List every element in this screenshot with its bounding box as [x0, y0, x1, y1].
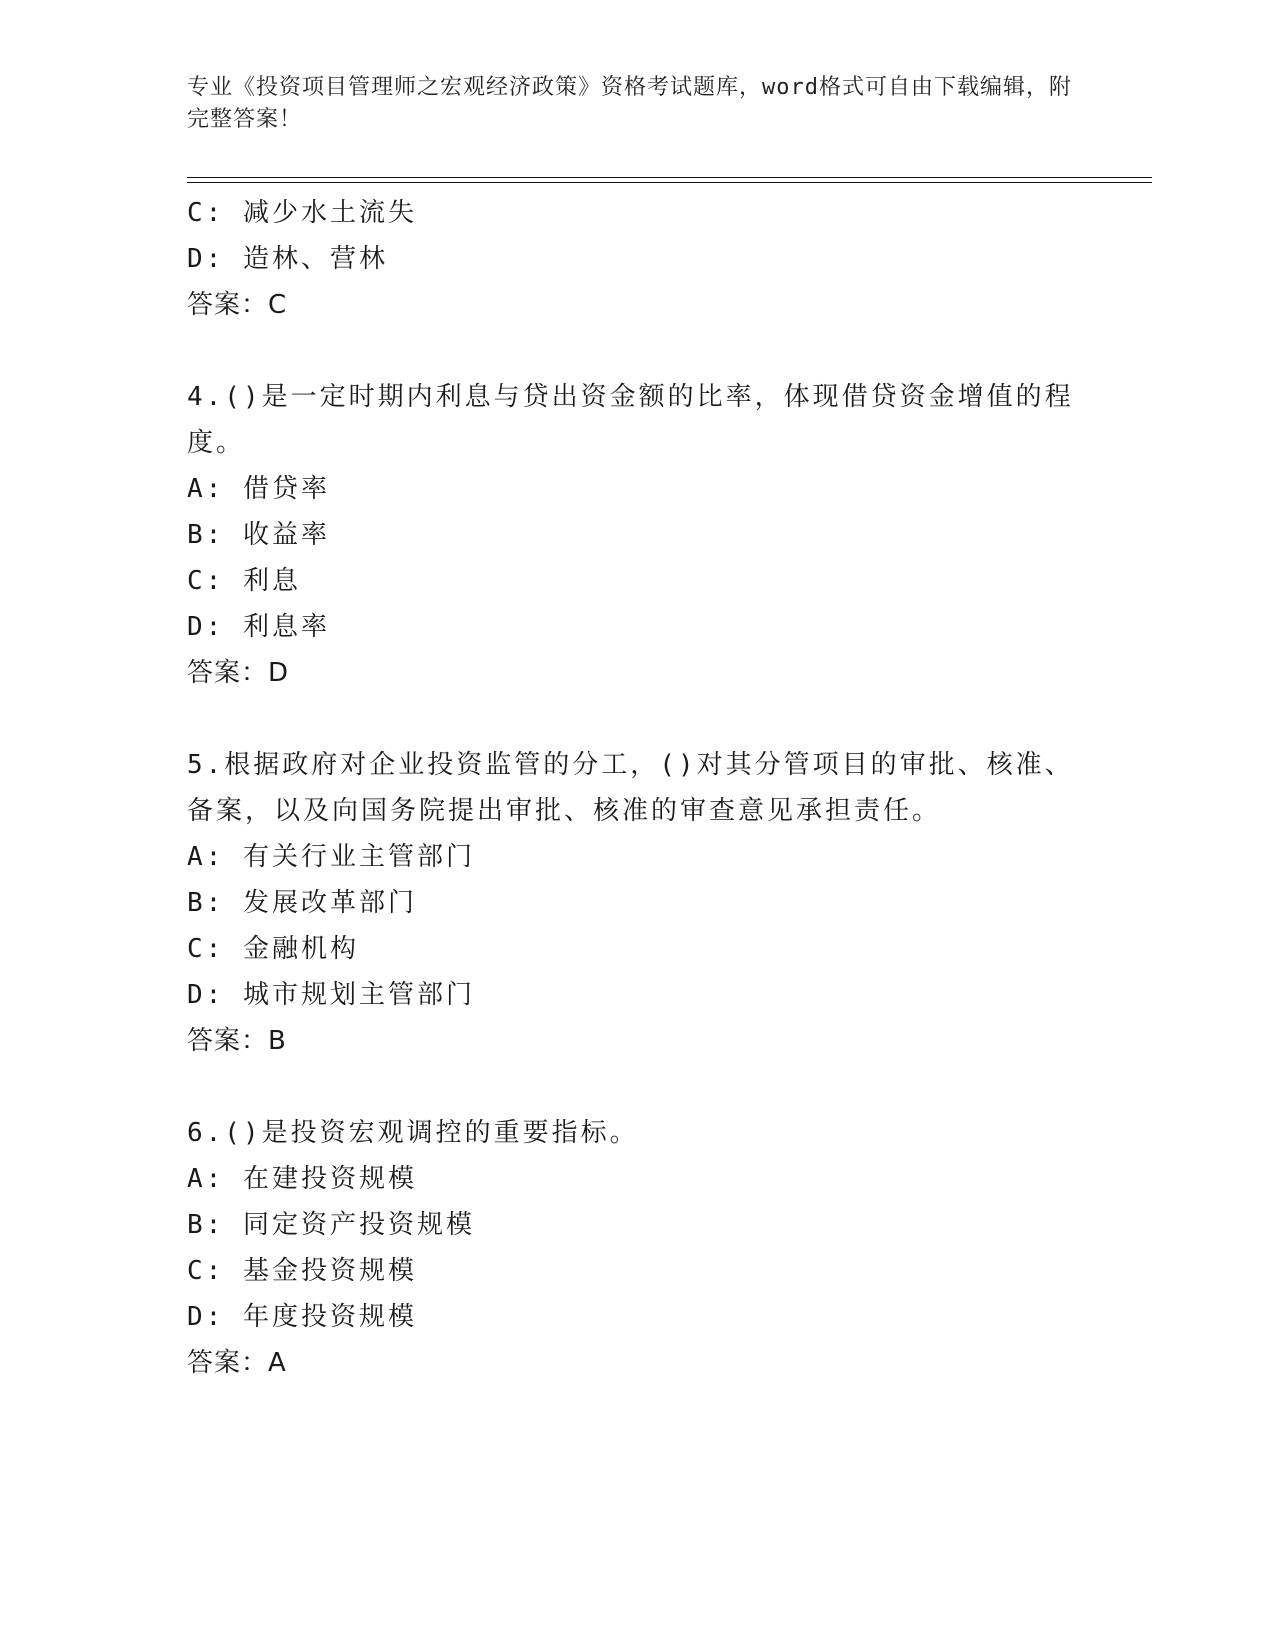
spacer — [187, 1064, 1077, 1110]
spacer — [187, 696, 1077, 742]
option-c: C: 利息 — [187, 566, 301, 596]
option-b: B: 收益率 — [187, 520, 330, 550]
option-a: A: 在建投资规模 — [187, 1164, 417, 1194]
option-a: A: 有关行业主管部门 — [187, 842, 475, 872]
question-4 — [187, 374, 1077, 696]
answer: 答案：B — [187, 1026, 287, 1056]
option-a: A: 借贷率 — [187, 474, 330, 504]
option-d: D: 年度投资规模 — [187, 1302, 417, 1332]
header-divider-top — [187, 177, 1152, 178]
option-c: C: 金融机构 — [187, 934, 359, 964]
option-d: D: 城市规划主管部门 — [187, 980, 475, 1010]
question-6 — [187, 1110, 1077, 1386]
question-3-tail — [187, 190, 1077, 328]
option-b: B: 发展改革部门 — [187, 888, 417, 918]
answer: 答案：A — [187, 1348, 287, 1378]
option-b: B: 同定资产投资规模 — [187, 1210, 475, 1240]
question-5 — [187, 742, 1077, 1064]
option-d: D: 利息率 — [187, 612, 330, 642]
question-list — [187, 190, 1077, 1386]
question-text: 5.根据政府对企业投资监管的分工，()对其分管项目的审批、核准、备案，以及向国务院提出审批、核准的审查意见承担责任。 — [187, 750, 1074, 826]
option-c: C: 基金投资规模 — [187, 1256, 417, 1286]
question-text: 6.()是投资宏观调控的重要指标。 — [187, 1118, 639, 1148]
answer: 答案：C — [187, 290, 288, 320]
header-divider-bottom — [187, 182, 1152, 183]
answer: 答案：D — [187, 658, 290, 688]
option-c: C: 减少水土流失 — [187, 198, 417, 228]
document-header: 专业《投资项目管理师之宏观经济政策》资格考试题库，word格式可自由下载编辑，附完整答案！ — [187, 75, 1072, 132]
option-d: D: 造林、营林 — [187, 244, 388, 274]
spacer — [187, 328, 1077, 374]
question-text: 4.()是一定时期内利息与贷出资金额的比率，体现借贷资金增值的程度。 — [187, 382, 1074, 458]
